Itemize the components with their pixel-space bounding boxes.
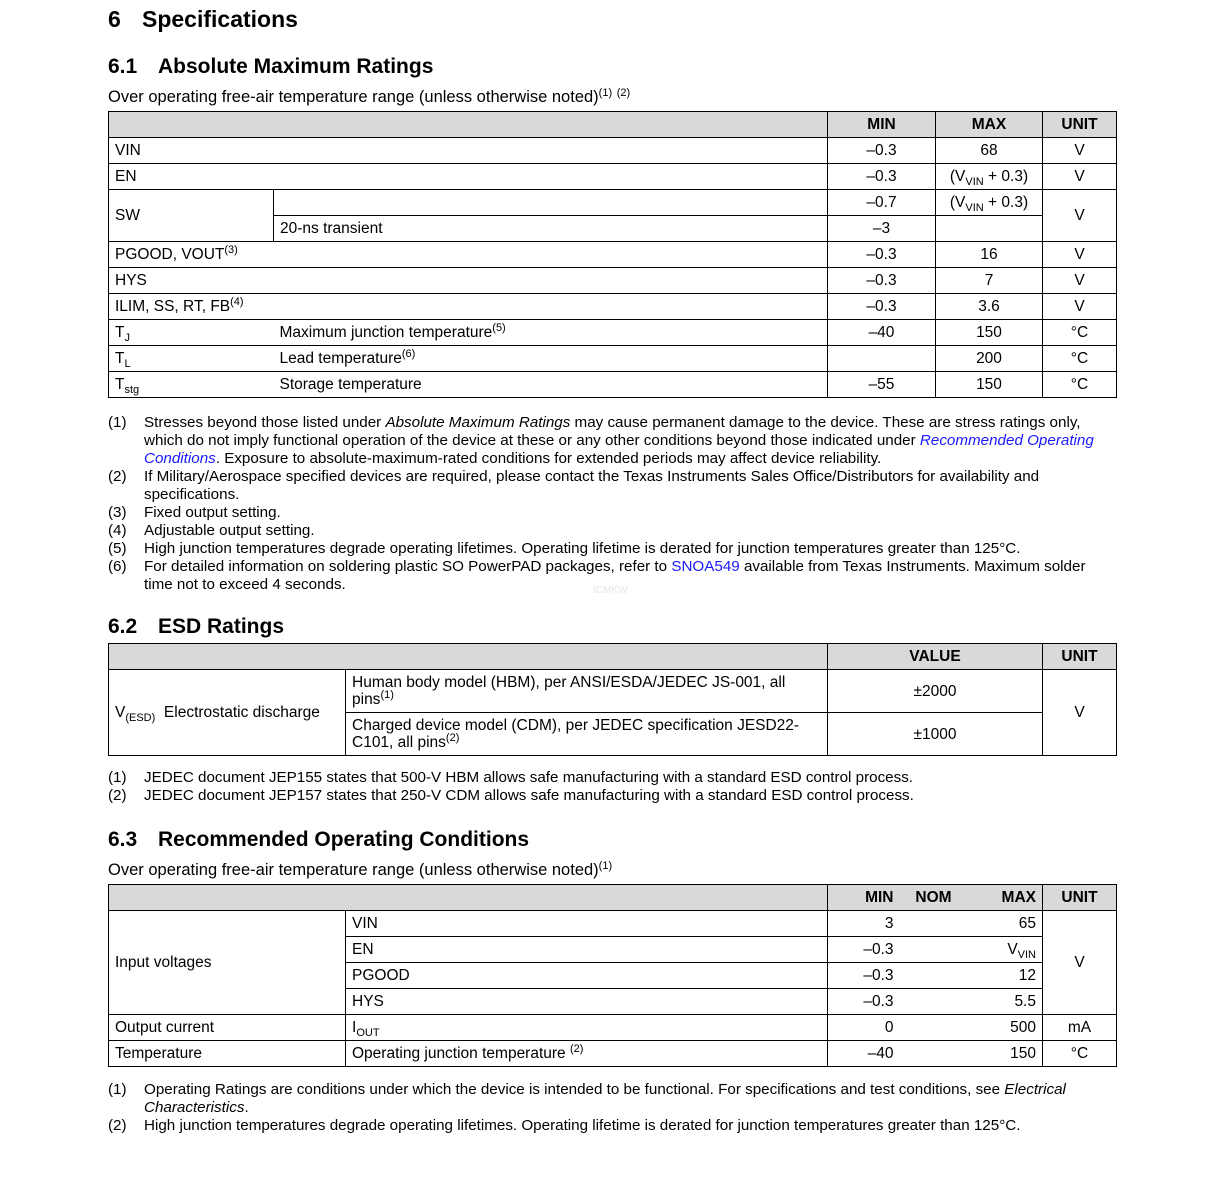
footnote: (2) If Military/Aerospace specified devices are required, please contact the Texas Instruments Sales Office/Distributors for availability and specifications. [108,468,1040,503]
table-row: PGOOD, VOUT$^{(3)}$ –0.3 16 V [109,242,1117,268]
footnote: (2) High junction temperatures degrade operating lifetimes. Operating lifetime is derated for junction temperatures greater than 125°C. [108,1117,1021,1134]
table-header-row [109,644,1117,670]
table-row: Output current $I_{OUT}$ 0 500 mA [109,1015,1117,1041]
roc-heading: 6.3 Recommended Operating Conditions [108,828,530,851]
footnote: (4) Adjustable output setting. [108,522,315,539]
header-min: MIN [828,112,936,138]
esd-table [108,643,1117,756]
table-header-row [109,112,1117,138]
footnote: (3) Fixed output setting. [108,504,281,521]
recommended-operating-conditions-link[interactable]: Recommended Operating Conditions [144,432,1094,467]
amr-heading: 6.1 Absolute Maximum Ratings [108,55,434,78]
footnote: (5) High junction temperatures degrade operating lifetimes. Operating lifetime is derated for junction temperatures greater than 125°C. [108,540,1021,557]
footnote: (1) Stresses beyond those listed under Absolute Maximum Ratings may cause permanent damage to the device. These are stress ratings only, which do not imply functional operation of the device at these or any other conditions beyond those indicated under Recommended Operating Conditions. Exposure to absolute-maximum-rated conditions for extended periods may affect device reliability. [108,414,1094,467]
header-min: MIN [828,885,900,911]
header-value: VALUE [828,644,1043,670]
table-row: ILIM, SS, RT, FB$^{(4)}$ –0.3 3.6 V [109,294,1117,320]
header-max: MAX [936,112,1043,138]
table-row: Temperature Operating junction temperature $^{(2)}$ –40 150 °C [109,1041,1117,1067]
header-nom: NOM [900,885,968,911]
table-row: $T_J$ Maximum junction temperature$^{(5)}$ –40 150 °C [109,320,1117,346]
table-row: $T_{stg}$ Storage temperature –55 150 °C [109,372,1117,398]
table-row: $V_{(ESD)}$ Electrostatic discharge Human body model (HBM), per ANSI/ESDA/JEDEC JS-001, all pins$^{(1)}$ ±2000 V [109,670,1117,713]
header-unit: UNIT [1043,885,1117,911]
esd-heading: 6.2 ESD Ratings [108,615,285,638]
table-row: EN –0.3 $(V_{VIN} + 0.3)$ V [109,164,1117,190]
table-row: Charged device model (CDM), per JEDEC specification JESD22-C101, all pins$^{(2)}$ ±1000 [109,713,1117,756]
header-blank [109,885,828,911]
table-row: Input voltages VIN 3 65 V [109,911,1117,937]
header-blank [109,112,828,138]
header-blank [109,644,828,670]
table-header-row [109,885,1117,911]
table-row: HYS –0.3 7 V [109,268,1117,294]
footnote: (2) JEDEC document JEP157 states that 250-V CDM allows safe manufacturing with a standard ESD control process. [108,787,914,804]
table-row: HYS –0.3 5.5 [109,989,1117,1015]
watermark: ICMKW [593,585,628,596]
roc-subtitle: Over operating free-air temperature range (unless otherwise noted)$^{(1)}$ [108,860,613,879]
table-row: EN –0.3 $V_{VIN}$ [109,937,1117,963]
footnote: (1) Operating Ratings are conditions under which the device is intended to be functional. For specifications and test conditions, see Electrical Characteristics. [108,1081,1066,1116]
amr-subtitle: Over operating free-air temperature range (unless otherwise noted)$^{(1)}$ $^{(2)}$ [108,87,631,106]
footnote: (1) JEDEC document JEP155 states that 500-V HBM allows safe manufacturing with a standard ESD control process. [108,769,914,786]
footnote: (6) For detailed information on soldering plastic SO PowerPAD packages, refer to SNOA549 available from Texas Instruments. Maximum solder time not to exceed 4 seconds. [108,558,1086,593]
header-max: MAX [968,885,1043,911]
roc-notes [108,1081,1118,1135]
amr-notes [108,414,1118,594]
table-row: PGOOD –0.3 12 [109,963,1117,989]
snoa549-link[interactable]: SNOA549 [671,558,740,575]
table-row: $T_L$ Lead temperature$^{(6)}$ 200 °C [109,346,1117,372]
section-heading: 6 Specifications [108,6,298,32]
table-row: VIN –0.3 68 V [109,138,1117,164]
header-unit: UNIT [1043,644,1117,670]
esd-notes [108,769,1118,805]
table-row: 20-ns transient –3 [109,216,1117,242]
header-unit: UNIT [1043,112,1117,138]
amr-table [108,111,1117,398]
table-row: SW –0.7 $(V_{VIN} + 0.3)$ V [109,190,1117,216]
roc-table [108,884,1117,1067]
